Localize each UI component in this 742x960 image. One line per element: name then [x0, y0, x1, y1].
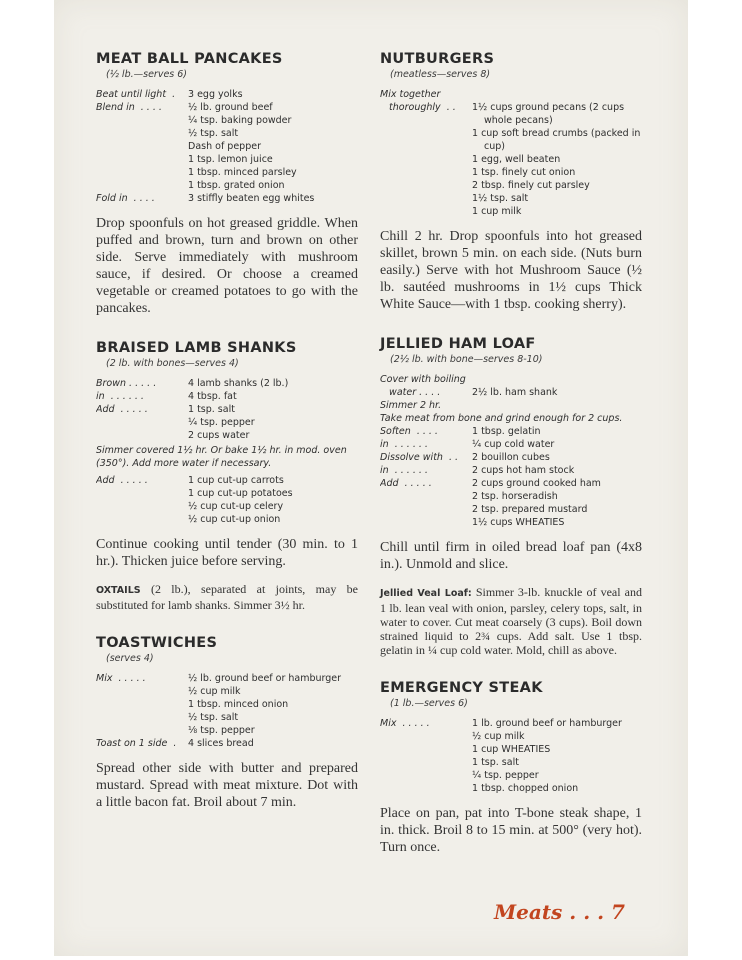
ingredient: ½ cup milk	[188, 686, 241, 697]
ingredient: ½ cup cut-up celery	[188, 501, 284, 512]
ingredient-step	[380, 425, 642, 438]
variation-text: (2 lb.), separated at joints, may be substituted for lamb shanks. Simmer 3½ hr.	[96, 582, 358, 612]
step-verb: thoroughly . .	[380, 102, 456, 113]
ingredient: 2 cups ground cooked ham	[472, 478, 601, 489]
ingredient: ¼ tsp. baking powder	[188, 115, 292, 126]
step-verb: Add . . . . .	[380, 478, 432, 489]
ingredient-step	[96, 474, 358, 526]
ingredient-step	[380, 438, 642, 451]
step-verb: Add . . . . .	[96, 404, 148, 415]
ingredient: 1 tbsp. minced onion	[188, 699, 289, 710]
ingredient-step	[380, 464, 642, 477]
recipe-title: JELLIED HAM LOAF	[380, 336, 536, 352]
ingredient: ¼ tsp. pepper	[472, 770, 539, 781]
ingredient-step	[96, 192, 358, 205]
recipe-variation	[96, 582, 358, 612]
step-verb: Mix together	[380, 89, 441, 100]
ingredient-step	[96, 101, 358, 192]
step-verb: Mix . . . . .	[380, 718, 430, 729]
ingredient-step	[96, 403, 358, 442]
ingredient-step	[96, 377, 358, 390]
recipe-directions: Continue cooking until tender (30 min. to 1 hr.). Thicken juice before serving.	[96, 537, 358, 569]
ingredient-list	[188, 672, 358, 737]
ingredient: 1 tbsp. grated onion	[188, 180, 285, 191]
ingredient-list	[188, 101, 358, 192]
ingredient: 2½ lb. ham shank	[472, 387, 558, 398]
ingredient: 1 cup cut-up potatoes	[188, 488, 293, 499]
ingredient: 3 stiffly beaten egg whites	[188, 193, 315, 204]
ingredient-step	[96, 88, 358, 101]
ingredient: 1 lb. ground beef or hamburger	[472, 718, 622, 729]
ingredient: 4 slices bread	[188, 738, 254, 749]
ingredient-step	[380, 717, 642, 795]
ingredient-steps	[380, 373, 642, 399]
page-folio: Meats . . . 7	[494, 900, 625, 924]
recipe-emergency-steak	[380, 679, 642, 856]
ingredient-steps	[96, 88, 358, 205]
ingredient: 1 cup cut-up carrots	[188, 475, 284, 486]
ingredient: 1 tsp. finely cut onion	[472, 167, 576, 178]
step-verb: in . . . . . .	[380, 465, 428, 476]
right-column	[380, 50, 642, 878]
recipe-title: TOASTWICHES	[96, 635, 218, 651]
recipe-yield: (serves 4)	[106, 653, 154, 664]
ingredient-step	[380, 451, 642, 464]
ingredient-list	[472, 425, 642, 438]
variation-label: Jellied Veal Loaf:	[380, 588, 472, 599]
recipe-yield: (2½ lb. with bone—serves 8-10)	[390, 354, 543, 365]
ingredient-step	[96, 737, 358, 750]
recipe-title: NUTBURGERS	[380, 51, 495, 67]
ingredient: ⅛ tsp. pepper	[188, 725, 255, 736]
step-verb: water . . . .	[380, 387, 441, 398]
ingredient-list	[472, 386, 642, 399]
step-verb: in . . . . . .	[380, 439, 428, 450]
ingredient-list	[188, 474, 358, 526]
recipe-title: BRAISED LAMB SHANKS	[96, 340, 297, 356]
ingredient: 2 cups water	[188, 430, 250, 441]
step-verb: Fold in . . . .	[96, 193, 155, 204]
ingredient-steps	[380, 88, 642, 218]
ingredient-step	[380, 88, 642, 101]
step-verb: Blend in . . . .	[96, 102, 162, 113]
ingredient-step	[96, 390, 358, 403]
ingredient-step	[380, 373, 642, 386]
recipe-title: MEAT BALL PANCAKES	[96, 51, 283, 67]
ingredient-list	[472, 464, 642, 477]
ingredient: 4 lamb shanks (2 lb.)	[188, 378, 289, 389]
recipe-yield: (1 lb.—serves 6)	[390, 698, 468, 709]
ingredient: 1 cup WHEATIES	[472, 744, 551, 755]
ingredient: 1 tsp. salt	[472, 757, 519, 768]
ingredient-step	[96, 672, 358, 737]
ingredient: ½ cup milk	[472, 731, 525, 742]
ingredient: 2 cups hot ham stock	[472, 465, 575, 476]
variation-label: OXTAILS	[96, 585, 141, 596]
left-column	[96, 50, 358, 833]
ingredient-list	[472, 88, 642, 101]
ingredient: 1 cup milk	[472, 206, 522, 217]
ingredient-steps-2	[96, 474, 358, 526]
recipe-yield: (meatless—serves 8)	[390, 69, 491, 80]
ingredient: 1 tbsp. gelatin	[472, 426, 541, 437]
ingredient: 2 tsp. horseradish	[472, 491, 558, 502]
recipe-note-2: Take meat from bone and grind enough for 2 cups.	[380, 413, 623, 424]
recipe-yield: (½ lb.—serves 6)	[106, 69, 188, 80]
ingredient-list	[188, 88, 358, 101]
step-verb: in . . . . . .	[96, 391, 144, 402]
ingredient-steps-2	[380, 425, 642, 529]
ingredient: 1½ tsp. salt	[472, 193, 529, 204]
ingredient: 2 tbsp. finely cut parsley	[472, 180, 590, 191]
step-verb: Toast on 1 side .	[96, 738, 177, 749]
ingredient: 4 tbsp. fat	[188, 391, 237, 402]
ingredient: 1 cup soft bread crumbs (packed in cup)	[472, 128, 641, 152]
ingredient: 1 tsp. lemon juice	[188, 154, 273, 165]
ingredient-step	[380, 477, 642, 529]
step-verb: Cover with boiling	[380, 374, 466, 385]
ingredient: ½ cup cut-up onion	[188, 514, 281, 525]
ingredient: 1½ cups ground pecans (2 cups whole pecans)	[472, 102, 625, 126]
ingredient: 3 egg yolks	[188, 89, 243, 100]
recipe-directions: Place on pan, pat into T-bone steak shape, 1 in. thick. Broil 8 to 15 min. at 500° (very hot). Turn once.	[380, 806, 642, 855]
step-verb: Mix . . . . .	[96, 673, 146, 684]
recipe-note: Simmer covered 1½ hr. Or bake 1½ hr. in mod. oven (350°). Add more water if necessary.	[96, 445, 347, 469]
recipe-braised-lamb-shanks	[96, 339, 358, 612]
ingredient: 1 egg, well beaten	[472, 154, 561, 165]
ingredient: ¼ tsp. pepper	[188, 417, 255, 428]
ingredient-list	[188, 377, 358, 390]
ingredient: ½ tsp. salt	[188, 712, 239, 723]
ingredient-list	[188, 737, 358, 750]
ingredient-list	[472, 373, 642, 386]
recipe-nutburgers	[380, 50, 642, 313]
ingredient: 2 bouillon cubes	[472, 452, 550, 463]
recipe-meat-ball-pancakes	[96, 50, 358, 317]
ingredient-list	[188, 390, 358, 403]
ingredient-step	[380, 386, 642, 399]
recipe-note-1: Simmer 2 hr.	[380, 400, 442, 411]
ingredient: ½ tsp. salt	[188, 128, 239, 139]
ingredient-steps	[380, 717, 642, 795]
ingredient: 1½ cups WHEATIES	[472, 517, 565, 528]
ingredient-steps	[96, 377, 358, 442]
ingredient: 1 tbsp. minced parsley	[188, 167, 297, 178]
cookbook-page	[54, 0, 688, 956]
recipe-directions: Chill until firm in oiled bread loaf pan (4x8 in.). Unmold and slice.	[380, 540, 642, 572]
recipe-yield: (2 lb. with bones—serves 4)	[106, 358, 239, 369]
recipe-title: EMERGENCY STEAK	[380, 680, 543, 696]
ingredient-list	[472, 101, 642, 218]
ingredient: 1 tsp. salt	[188, 404, 235, 415]
ingredient: Dash of pepper	[188, 141, 261, 152]
ingredient-step	[380, 101, 642, 218]
ingredient: ¼ cup cold water	[472, 439, 555, 450]
ingredient-list	[472, 717, 642, 795]
ingredient: 2 tsp. prepared mustard	[472, 504, 588, 515]
recipe-directions: Chill 2 hr. Drop spoonfuls into hot greased skillet, brown 5 min. on each side. (Nuts burn easily.) Serve with hot Mushroom Sauce (½ lb. sautéed mushrooms in 1½ cups Thick White Sauce—with 1 tbsp. cooking sherry).	[380, 229, 642, 312]
step-verb: Brown . . . . .	[96, 378, 157, 389]
ingredient-list	[188, 192, 358, 205]
recipe-jellied-ham-loaf	[380, 335, 642, 657]
step-verb: Dissolve with . .	[380, 452, 459, 463]
ingredient-list	[472, 438, 642, 451]
ingredient: ½ lb. ground beef or hamburger	[188, 673, 342, 684]
step-verb: Soften . . . .	[380, 426, 438, 437]
variation-text: Simmer 3-lb. knuckle of veal and 1 lb. lean veal with onion, parsley, celery tops, salt, in water to cover. Cut meat coarsely (3 cups). Boil down strained liquid to 2¾ cups. Add salt. Use 1 tbsp. gelatin in ¼ cup cold water. Mold, chill as above.	[380, 585, 642, 657]
recipe-toastwiches	[96, 634, 358, 811]
recipe-directions: Drop spoonfuls on hot greased griddle. When puffed and brown, turn and brown on other side. Serve immediately with mushroom sauce, if desired. Or choose a creamed vegetable or creamed potatoes to go with the pancakes.	[96, 216, 358, 316]
recipe-directions: Spread other side with butter and prepared mustard. Spread with meat mixture. Dot with a little bacon fat. Broil about 7 min.	[96, 761, 358, 810]
ingredient-steps	[96, 672, 358, 750]
ingredient-list	[472, 477, 642, 529]
recipe-variation	[380, 585, 642, 657]
step-verb: Add . . . . .	[96, 475, 148, 486]
ingredient-list	[472, 451, 642, 464]
ingredient: ½ lb. ground beef	[188, 102, 273, 113]
ingredient: 1 tbsp. chopped onion	[472, 783, 579, 794]
step-verb: Beat until light .	[96, 89, 176, 100]
ingredient-list	[188, 403, 358, 442]
